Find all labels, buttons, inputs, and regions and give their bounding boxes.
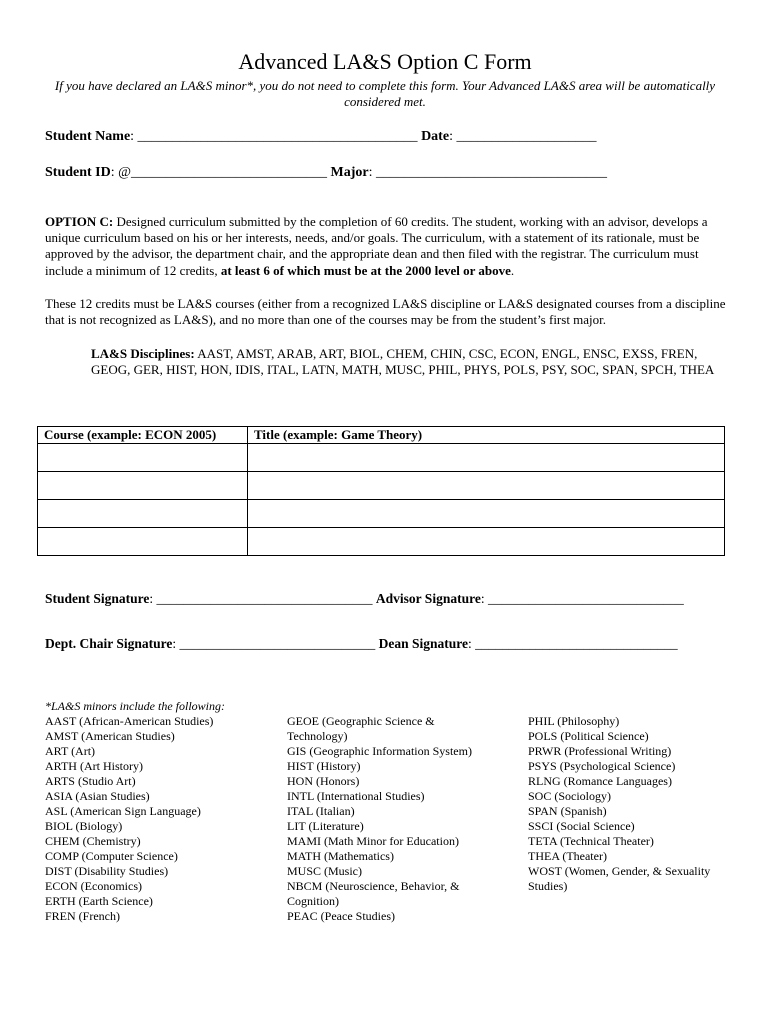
disciplines-paragraph: [91, 346, 731, 378]
minors-heading: *LA&S minors include the following:: [45, 699, 225, 713]
disciplines-label: LA&S Disciplines:: [91, 346, 195, 361]
list-item: Technology): [287, 729, 348, 743]
list-item: ERTH (Earth Science): [45, 894, 153, 908]
student-signature-field[interactable]: : ________________________________: [149, 591, 373, 606]
minors-column-1: [45, 714, 213, 924]
title-cell[interactable]: [248, 444, 725, 472]
list-item: PRWR (Professional Writing): [528, 744, 672, 758]
list-item: PSYS (Psychological Science): [528, 759, 676, 773]
list-item: CHEM (Chemistry): [45, 834, 141, 848]
list-item: RLNG (Romance Languages): [528, 774, 672, 788]
title-cell[interactable]: [248, 528, 725, 556]
advisor-signature-field[interactable]: : _____________________________: [480, 591, 684, 606]
student-id-label: Student ID: [45, 165, 111, 180]
list-item: ARTS (Studio Art): [45, 774, 136, 788]
list-item: LIT (Literature): [287, 819, 364, 833]
major-label: Major: [330, 165, 369, 180]
list-item: SPAN (Spanish): [528, 804, 607, 818]
student-name-row: [45, 128, 596, 146]
course-column-header: Course (example: ECON 2005): [38, 427, 248, 444]
list-item: SSCI (Social Science): [528, 819, 635, 833]
list-item: Cognition): [287, 894, 340, 908]
list-item: ECON (Economics): [45, 879, 142, 893]
list-item: DIST (Disability Studies): [45, 864, 169, 878]
option-c-emphasis: at least 6 of which must be at the 2000 level or above: [220, 262, 511, 278]
table-row: [38, 528, 725, 556]
table-row: [38, 444, 725, 472]
page-title: Advanced LA&S Option C Form: [238, 49, 532, 74]
date-field[interactable]: : ____________________: [449, 129, 597, 144]
chair-signature-label: Dept. Chair Signature: [45, 636, 173, 651]
list-item: HON (Honors): [287, 774, 360, 788]
major-field[interactable]: : _________________________________: [368, 165, 608, 180]
list-item: PHIL (Philosophy): [528, 714, 620, 728]
minors-column-2: [287, 714, 472, 924]
course-cell[interactable]: [38, 500, 248, 528]
student-id-row: [45, 164, 607, 182]
student-name-label: Student Name: [45, 129, 131, 144]
dean-signature-field[interactable]: : ______________________________: [468, 636, 678, 651]
list-item: THEA (Theater): [528, 849, 607, 863]
minors-column-3: [528, 714, 710, 894]
list-item: AAST (African-American Studies): [45, 714, 214, 728]
student-name-field[interactable]: : ________________________________________: [130, 129, 418, 144]
list-item: MUSC (Music): [287, 864, 363, 878]
list-item: BIOL (Biology): [45, 819, 123, 833]
list-item: AMST (American Studies): [45, 729, 175, 743]
list-item: WOST (Women, Gender, & Sexuality: [528, 864, 711, 878]
list-item: ASIA (Asian Studies): [45, 789, 150, 803]
list-item: TETA (Technical Theater): [528, 834, 654, 848]
disciplines-list: AAST, AMST, ARAB, ART, BIOL, CHEM, CHIN, CSC, ECON, ENGL, ENSC, EXSS, FREN, GEOG, GER, HIST, HON, IDIS, ITAL, LATN, MATH, MUSC, PHIL, PHYS, POLS, PSY, SOC, SPAN, SPCH, THEA: [91, 346, 715, 378]
list-item: MATH (Mathematics): [287, 849, 394, 863]
course-cell[interactable]: [38, 528, 248, 556]
table-row: [38, 500, 725, 528]
list-item: ITAL (Italian): [287, 804, 355, 818]
option-c-paragraph: [45, 214, 730, 279]
form-subtitle: If you have declared an LA&S minor*, you do not need to complete this form. Your Advanced LA&S area will be automatically considered met.: [54, 78, 716, 109]
list-item: NBCM (Neuroscience, Behavior, &: [287, 879, 460, 893]
table-header-row: [38, 427, 725, 444]
course-cell[interactable]: [38, 472, 248, 500]
list-item: SOC (Sociology): [528, 789, 612, 803]
title-cell[interactable]: [248, 500, 725, 528]
student-signature-label: Student Signature: [45, 591, 150, 606]
course-cell[interactable]: [38, 444, 248, 472]
list-item: GIS (Geographic Information System): [287, 744, 472, 758]
credits-note: These 12 credits must be LA&S courses (either from a recognized LA&S discipline or LA&S designated courses from a discipline that is not recognized as LA&S), and no more than one of the courses may be from the student’s first major.: [45, 296, 726, 328]
option-c-end: .: [510, 262, 515, 278]
signature-row-1: [45, 590, 684, 608]
list-item: MAMI (Math Minor for Education): [287, 834, 459, 848]
advisor-signature-label: Advisor Signature: [375, 591, 481, 606]
list-item: HIST (History): [287, 759, 361, 773]
list-item: POLS (Political Science): [528, 729, 649, 743]
option-c-text: Designed curriculum submitted by the completion of 60 credits. The student, working with an advisor, develops a unique curriculum based on his or her interests, needs, and/or goals. The curriculum, with a statement of its rationale, must be approved by the advisor, the department chair, and the appropriate dean and then filed with the registrar. The curriculum must include a minimum of 12 credits,: [45, 214, 708, 278]
title-cell[interactable]: [248, 472, 725, 500]
student-id-field[interactable]: : @____________________________: [110, 165, 328, 180]
list-item: GEOE (Geographic Science &: [287, 714, 435, 728]
option-c-label: OPTION C:: [45, 214, 114, 229]
list-item: FREN (French): [45, 909, 120, 923]
list-item: PEAC (Peace Studies): [287, 909, 395, 923]
list-item: Studies): [528, 879, 568, 893]
dean-signature-label: Dean Signature: [378, 636, 469, 651]
chair-signature-field[interactable]: : _____________________________: [172, 636, 376, 651]
list-item: ARTH (Art History): [45, 759, 143, 773]
course-table: [37, 426, 725, 556]
date-label: Date: [421, 129, 450, 144]
title-column-header: Title (example: Game Theory): [248, 427, 725, 444]
signature-row-2: [45, 635, 678, 653]
list-item: INTL (International Studies): [287, 789, 425, 803]
list-item: ART (Art): [45, 744, 96, 758]
table-row: [38, 472, 725, 500]
list-item: COMP (Computer Science): [45, 849, 178, 863]
list-item: ASL (American Sign Language): [45, 804, 201, 818]
